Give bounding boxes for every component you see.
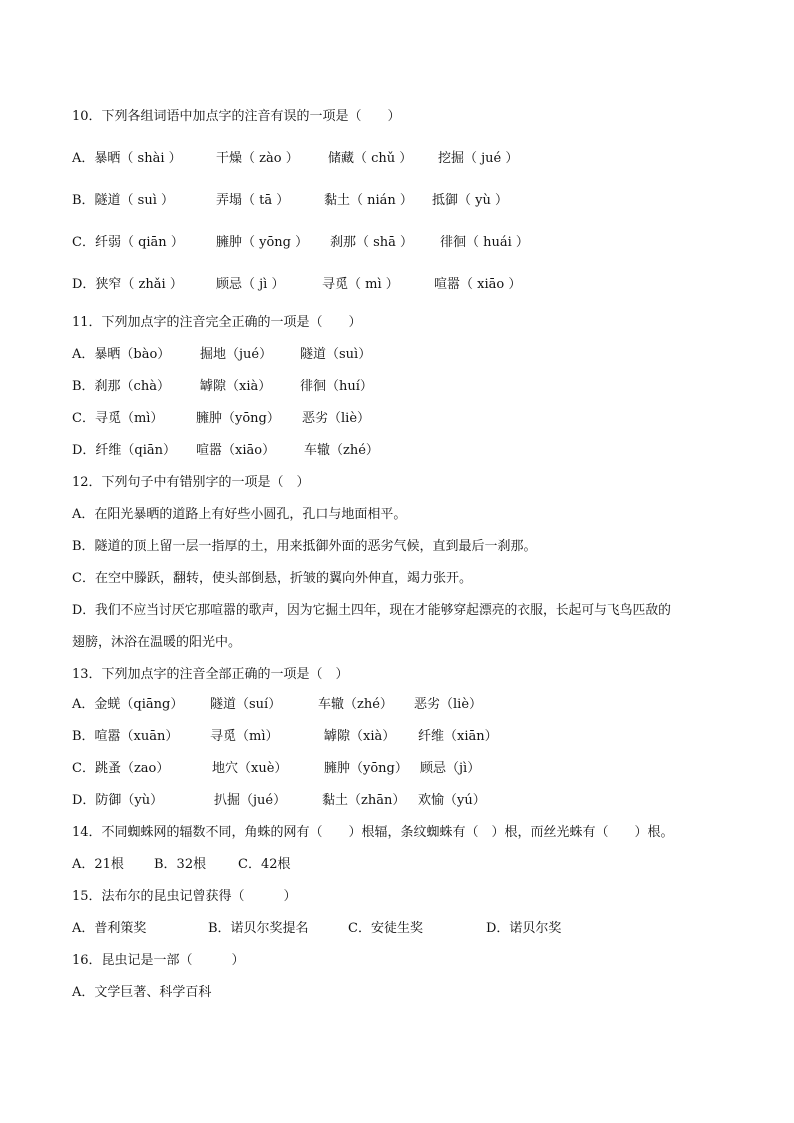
q13-a-item-1: A．金蜣（qiāng） — [72, 697, 184, 712]
q13-d-item-4: 欢愉（yú） — [418, 793, 486, 808]
q10-d-item-4: 喧嚣（ xiāo ） — [434, 277, 522, 292]
q11-c-item-3: 恶劣（liè） — [302, 411, 371, 426]
q15-option-c: C．安徒生奖 — [348, 921, 423, 936]
q15-stem: 15．法布尔的昆虫记曾获得（ ） — [72, 889, 297, 904]
q14-stem: 14．不同蜘蛛网的辐数不同，角蛛的网有（ ）根辐，条纹蜘蛛有（ ）根，而丝光蛛有（ ）根。 — [72, 825, 674, 840]
q13-a-item-4: 恶劣（liè） — [414, 697, 483, 712]
q10-a-item-4: 挖掘（ jué ） — [438, 151, 519, 166]
q15-option-b: B．诺贝尔奖提名 — [208, 921, 309, 936]
q13-b-item-4: 纤维（xiān） — [418, 729, 498, 744]
q11-a-item-3: 隧道（suì） — [300, 347, 372, 362]
q12-option-a: A．在阳光暴晒的道路上有好些小圆孔，孔口与地面相平。 — [72, 507, 407, 522]
q14-option-c: C．42根 — [238, 857, 291, 872]
q10-d-item-3: 寻觅（ mì ） — [322, 277, 399, 292]
q10-b-item-1: B．隧道（ suì ） — [72, 193, 175, 208]
q11-c-item-1: C．寻觅（mì） — [72, 411, 164, 426]
q13-c-item-4: 顾忌（jì） — [420, 761, 481, 776]
q13-d-item-1: D．防御（yù） — [72, 793, 164, 808]
q13-b-item-2: 寻觅（mì） — [210, 729, 279, 744]
q10-a-item-2: 干燥（ zào ） — [216, 151, 299, 166]
q11-a-item-2: 掘地（jué） — [200, 347, 273, 362]
q13-stem: 13．下列加点字的注音全部正确的一项是（ ） — [72, 667, 349, 682]
q13-d-item-2: 扒掘（jué） — [214, 793, 287, 808]
q12-option-d-line-2: 翅膀，沐浴在温暖的阳光中。 — [72, 635, 242, 650]
q14-option-a: A．21根 — [72, 857, 124, 872]
q11-d-item-3: 车辙（zhé） — [304, 443, 379, 458]
q10-a-item-1: A．暴晒（ shài ） — [72, 151, 182, 166]
q11-d-item-1: D．纤维（qiān） — [72, 443, 177, 458]
q13-b-item-3: 罅隙（xià） — [324, 729, 396, 744]
q10-d-item-2: 顾忌（ jì ） — [216, 277, 285, 292]
q13-d-item-3: 黏土（zhān） — [322, 793, 406, 808]
q13-c-item-2: 地穴（xuè） — [212, 761, 288, 776]
q11-c-item-2: 臃肿（yōng） — [196, 411, 280, 426]
q16-option-a: A．文学巨著、科学百科 — [72, 985, 212, 1000]
q13-a-item-2: 隧道（suí） — [210, 697, 282, 712]
q10-d-item-1: D．狭窄（ zhǎi ） — [72, 277, 183, 292]
q11-d-item-2: 喧嚣（xiāo） — [196, 443, 276, 458]
q10-c-item-2: 臃肿（ yōng ） — [216, 235, 309, 250]
q10-b-item-3: 黏土（ nián ） — [324, 193, 413, 208]
q15-option-a: A．普利策奖 — [72, 921, 147, 936]
q11-stem: 11．下列加点字的注音完全正确的一项是（ ） — [72, 315, 362, 330]
q16-stem: 16．昆虫记是一部（ ） — [72, 953, 245, 968]
q13-c-item-3: 臃肿（yōng） — [324, 761, 408, 776]
q14-option-b: B．32根 — [154, 857, 207, 872]
q11-b-item-1: B．刹那（chà） — [72, 379, 170, 394]
q10-stem: 10．下列各组词语中加点字的注音有误的一项是（ ） — [72, 109, 401, 124]
q12-option-c: C．在空中滕跃，翻转，使头部倒悬，折皱的翼向外伸直，竭力张开。 — [72, 571, 472, 586]
q13-b-item-1: B．喧嚣（xuān） — [72, 729, 179, 744]
q11-b-item-2: 罅隙（xià） — [200, 379, 272, 394]
q10-a-item-3: 储藏（ chǔ ） — [328, 151, 413, 166]
q13-a-item-3: 车辙（zhé） — [318, 697, 393, 712]
q12-stem: 12．下列句子中有错别字的一项是（ ） — [72, 475, 310, 490]
q10-b-item-4: 抵御（ yù ） — [432, 193, 508, 208]
q10-c-item-3: 刹那（ shā ） — [330, 235, 414, 250]
q10-c-item-4: 徘徊（ huái ） — [440, 235, 529, 250]
q12-option-d-line-1: D．我们不应当讨厌它那喧嚣的歌声，因为它掘土四年，现在才能够穿起漂亮的衣服，长起可与飞鸟匹敌的 — [72, 603, 671, 618]
q15-option-d: D．诺贝尔奖 — [486, 921, 562, 936]
q11-a-item-1: A．暴晒（bào） — [72, 347, 171, 362]
q13-c-item-1: C．跳蚤（zao） — [72, 761, 170, 776]
q10-c-item-1: C．纤弱（ qiān ） — [72, 235, 184, 250]
q12-option-b: B．隧道的顶上留一层一指厚的土，用来抵御外面的恶劣气候，直到最后一刹那。 — [72, 539, 537, 554]
q10-b-item-2: 弄塌（ tā ） — [216, 193, 290, 208]
q11-b-item-3: 徘徊（huí） — [300, 379, 373, 394]
